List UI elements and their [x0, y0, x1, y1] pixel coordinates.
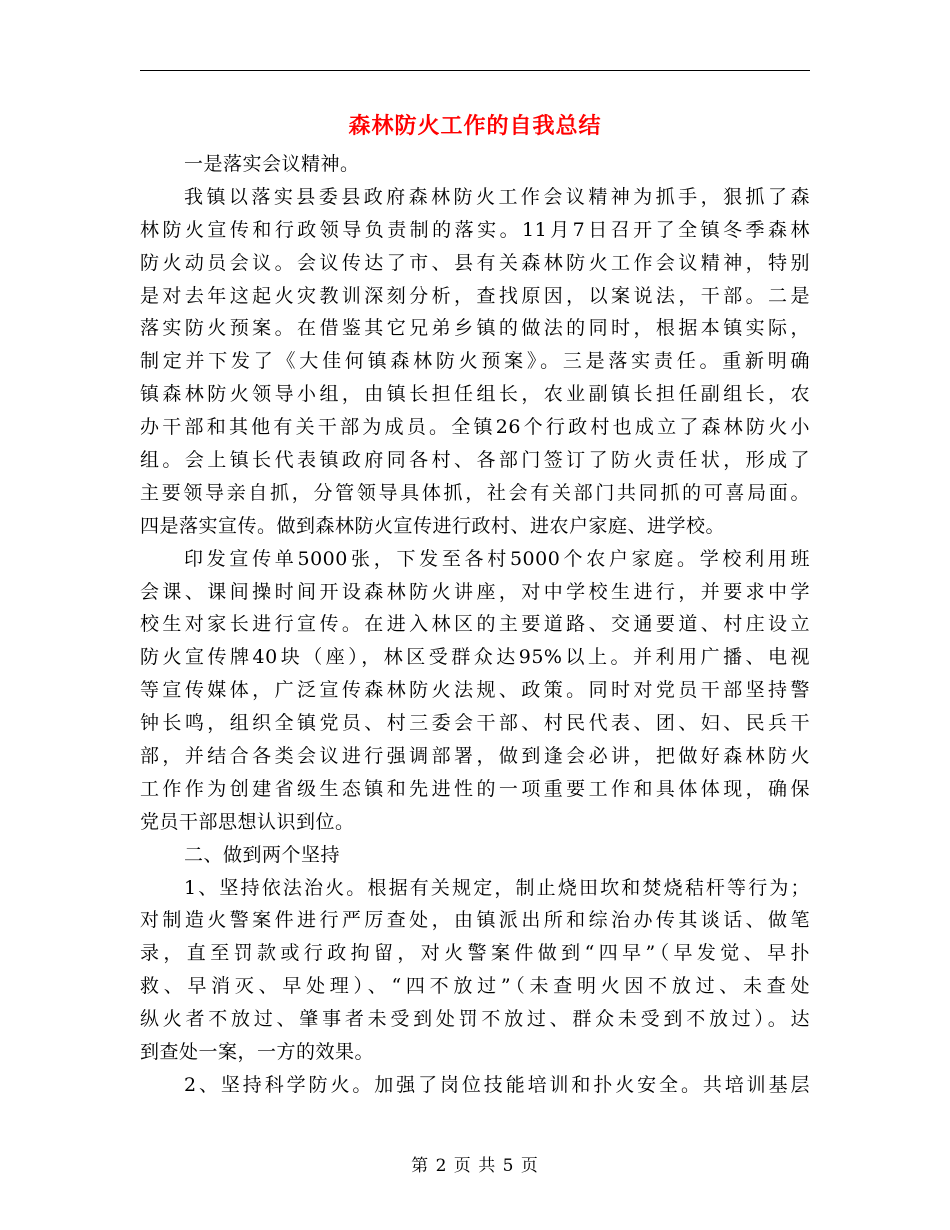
- text-line: 林防火宣传和行政领导负责制的落实。11月7日召开了全镇冬季森林: [140, 218, 810, 241]
- text-line: 是对去年这起火灾教训深刻分析，查找原因，以案说法，干部。二是: [140, 284, 810, 307]
- text-line: 2、坚持科学防火。加强了岗位技能培训和扑火安全。共培训基层: [184, 1073, 810, 1096]
- page-number-footer: 第 2 页 共 5 页: [411, 1156, 539, 1176]
- text-line: 对制造火警案件进行严厉查处，由镇派出所和综治办传其谈话、做笔: [140, 909, 810, 932]
- text-line: 我镇以落实县委县政府森林防火工作会议精神为抓手，狠抓了森: [184, 185, 810, 208]
- text-line: 党员干部思想认识到位。: [140, 810, 355, 833]
- text-line: 防火动员会议。会议传达了市、县有关森林防火工作会议精神，特别: [140, 251, 810, 274]
- text-line: 防火宣传牌40块（座），林区受群众达95%以上。并利用广播、电视: [140, 646, 810, 669]
- text-line: 工作作为创建省级生态镇和先进性的一项重要工作和具体体现，确保: [140, 777, 810, 800]
- text-line: 落实防火预案。在借鉴其它兄弟乡镇的做法的同时，根据本镇实际，: [140, 317, 810, 340]
- text-line: 办干部和其他有关干部为成员。全镇26个行政村也成立了森林防火小: [140, 416, 810, 439]
- text-line: 印发宣传单5000张，下发至各村5000个农户家庭。学校利用班: [184, 547, 810, 570]
- text-line: 会课、课间操时间开设森林防火讲座，对中学校生进行，并要求中学: [140, 580, 810, 603]
- text-line: 组。会上镇长代表镇政府同各村、各部门签订了防火责任状，形成了: [140, 449, 810, 472]
- header-rule: [140, 70, 810, 71]
- text-line: 1、坚持依法治火。根据有关规定，制止烧田坎和焚烧秸杆等行为；: [184, 876, 810, 899]
- text-line: 救、早消灭、早处理）、“四不放过”（未查明火因不放过、未查处: [140, 975, 810, 998]
- text-line: 钟长鸣，组织全镇党员、村三委会干部、村民代表、团、妇、民兵干: [140, 712, 810, 735]
- document-title: 森林防火工作的自我总结: [348, 113, 602, 139]
- text-line: 四是落实宣传。做到森林防火宣传进行政村、进农户家庭、进学校。: [140, 514, 726, 537]
- document-body: [140, 148, 810, 1102]
- text-line: 一是落实会议精神。: [184, 153, 360, 175]
- text-line: 部，并结合各类会议进行强调部署，做到逢会必讲，把做好森林防火: [140, 745, 810, 768]
- text-line: 录，直至罚款或行政拘留，对火警案件做到“四早”（早发觉、早扑: [140, 942, 810, 965]
- text-line: 校生对家长进行宣传。在进入林区的主要道路、交通要道、村庄设立: [140, 613, 810, 636]
- text-line: 纵火者不放过、肇事者未受到处罚不放过、群众未受到不放过）。达: [140, 1008, 810, 1031]
- text-line: 到查处一案，一方的效果。: [140, 1041, 375, 1064]
- text-line: 主要领导亲自抓，分管领导具体抓，社会有关部门共同抓的可喜局面。: [140, 481, 810, 504]
- text-line: 等宣传媒体，广泛宣传森林防火法规、政策。同时对党员干部坚持警: [140, 679, 810, 702]
- text-line: 镇森林防火领导小组，由镇长担任组长，农业副镇长担任副组长，农: [140, 383, 810, 406]
- text-line: 制定并下发了《大佳何镇森林防火预案》。三是落实责任。重新明确: [140, 350, 810, 373]
- text-line: 二、做到两个坚持: [184, 843, 341, 866]
